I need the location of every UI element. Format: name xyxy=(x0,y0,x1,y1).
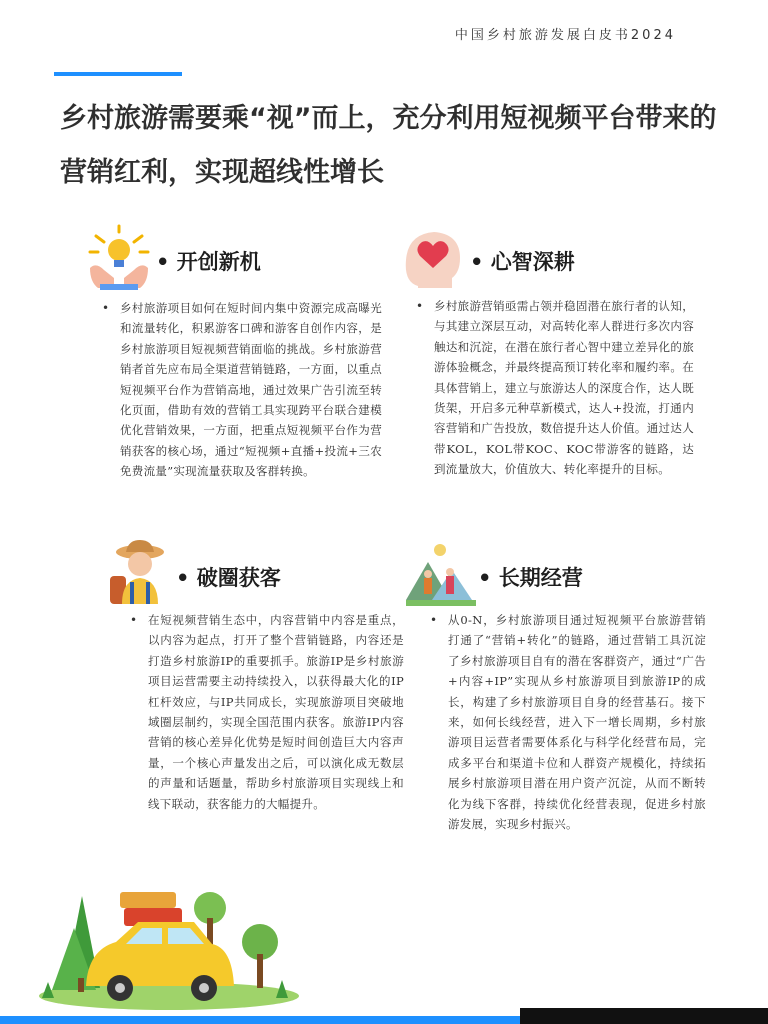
section-poquan xyxy=(104,540,404,814)
section-text: 从0-N，乡村旅游项目通过短视频平台旅游营销打通了“营销+转化”的链路，通过营销工具沉淀了乡村旅游项目自有的潜在客群资产，通过“广告+内容+IP”实现从乡村旅游项目到旅游IP的成长，构建了乡村旅游项目自身的经营基石。接下来，如何长线经营，进入下一增长周期，乡村旅游项目运营者需要体系化与科学化经营布局，完成多平台和渠道卡位和人群资产规模化，持续拓展乡村旅游项目潜在用户资产沉淀，从而不断转化为线下客群，持续优化经营表现，促进乡村旅游发展，实现乡村振兴。 xyxy=(448,613,706,832)
traveler-icon xyxy=(104,540,174,610)
section-body xyxy=(130,610,404,814)
section-text: 乡村旅游项目如何在短时间内集中资源完成高曝光和流量转化，积累游客口碑和游客自创作内容，是乡村旅游项目短视频营销面临的挑战。乡村旅游营销者首先应布局全渠道营销链路，一方面，以重点短视频平台作为营销高地，通过效果广告引流至转化页面，借助有效的营销工具实现跨平台联合建模优化营销效果，一方面，把重点短视频平台作为营销获客的核心场，通过“短视频+直播+投流+三农免费流量”实现流量获取及客群转换。 xyxy=(120,301,382,479)
accent-divider xyxy=(54,72,182,76)
section-text: 在短视频营销生态中，内容营销中内容是重点，以内容为起点，打开了整个营销链路，内容还是打造乡村旅游IP的重要抓手。旅游IP是乡村旅游项目运营需要主动持续投入，以获得最大化的IP杠杆效应，与IP共同成长，实现旅游项目突破地域圈层制约，实现全国范围内获客。旅游IP内容营销的核心差异化优势是短时间创造巨大内容声量，一个核心声量发出之后，可以演化成无数层的声量和话题量，帮助乡村旅游项目实现线上和线下联动，获客能力的大幅提升。 xyxy=(148,613,404,811)
section-body xyxy=(102,298,382,482)
car-luggage-trees-icon xyxy=(34,878,304,1010)
section-header xyxy=(398,224,688,294)
section-xinzhi xyxy=(398,224,694,480)
section-title: 长期经营 xyxy=(498,566,583,590)
section-body xyxy=(430,610,706,834)
bullet: • xyxy=(130,613,138,627)
section-header xyxy=(84,224,374,294)
section-text: 乡村旅游营销亟需占领并稳固潜在旅行者的认知，与其建立深层互动，对高转化率人群进行多次内容触达和沉淀，在潜在旅行者心智中建立差异化的旅游体验概念，并最终提高预订转化率和履约率。在具体营销上，建立与旅游达人的深度合作，达人既货架，开启多元种草新模式，达人+投流，打通内容营销和广告投放，数倍提升达人价值。通过达人带KOL，KOL带KOC、KOC带游客的链路，达到流量放大，价值放大、转化率提升的目标。 xyxy=(434,299,694,477)
heart-head-icon xyxy=(398,224,468,294)
lightbulb-hands-icon xyxy=(84,224,154,294)
bullet: • xyxy=(430,613,438,627)
title-dot: • xyxy=(478,566,492,590)
report-title: 中国乡村旅游发展白皮书2024 xyxy=(454,28,676,43)
title-dot: • xyxy=(176,566,190,590)
section-body xyxy=(416,296,694,480)
footer-dark-bar xyxy=(520,1008,768,1024)
bullet: • xyxy=(102,301,110,315)
page-title: 乡村旅游需要乘“视”而上，充分利用短视频平台带来的营销红利，实现超线性增长 xyxy=(60,103,717,188)
title-dot: • xyxy=(470,250,484,274)
section-title: 开创新机 xyxy=(176,250,261,274)
section-header xyxy=(406,540,696,610)
section-changqi xyxy=(406,540,706,834)
section-header xyxy=(104,540,394,610)
footer-accent-bar xyxy=(0,1016,520,1024)
title-dot: • xyxy=(156,250,170,274)
hikers-icon xyxy=(406,540,476,610)
bullet: • xyxy=(416,299,424,313)
section-kaichuang xyxy=(84,224,382,482)
section-title: 破圈获客 xyxy=(196,566,281,590)
section-title: 心智深耕 xyxy=(490,250,575,274)
